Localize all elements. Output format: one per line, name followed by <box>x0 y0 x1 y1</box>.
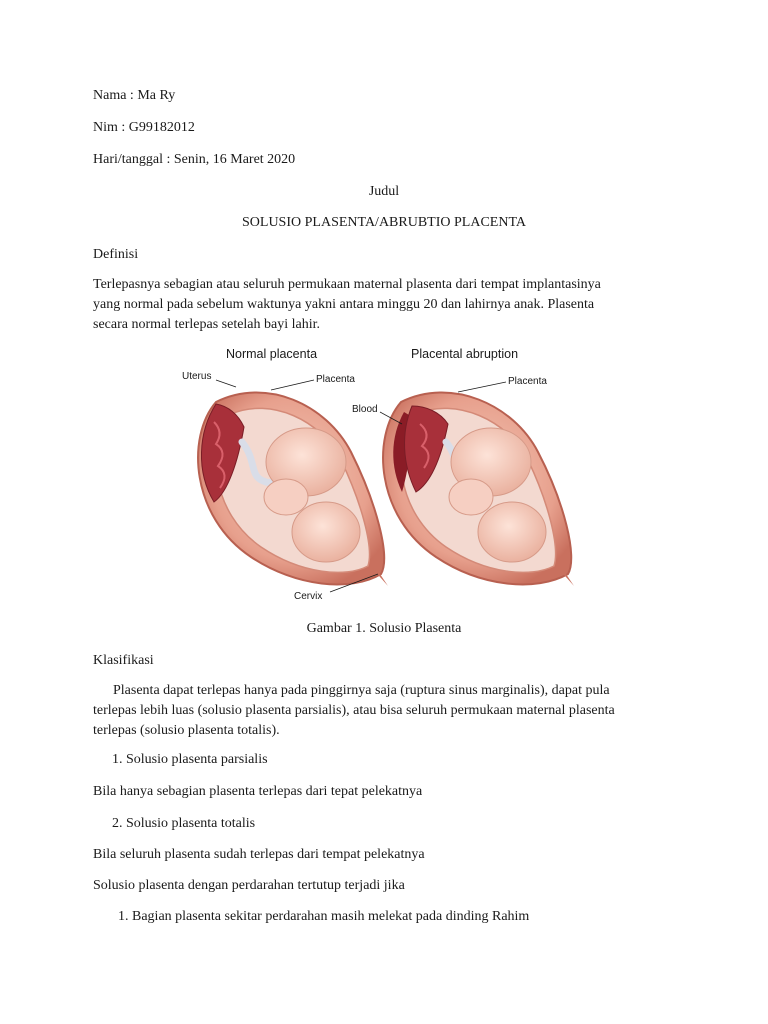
klasifikasi-line: terlepas (solusio plasenta totalis). <box>93 723 280 738</box>
list-item-total-desc: Bila seluruh plasenta sudah terlepas dari tempat pelekatnya <box>93 847 425 862</box>
list-item-total: 2. Solusio plasenta totalis <box>112 816 256 831</box>
document-title: SOLUSIO PLASENTA/ABRUBTIO PLACENTA <box>242 215 526 230</box>
definisi-line: Terlepasnya sebagian atau seluruh permukaan maternal plasenta dari tempat implantasinya <box>93 277 601 292</box>
definisi-paragraph <box>93 275 678 335</box>
klasifikasi-paragraph <box>93 681 678 741</box>
placenta-illustration <box>176 342 596 604</box>
date-line: Hari/tanggal : Senin, 16 Maret 2020 <box>93 152 296 167</box>
student-id: Nim : G99182012 <box>93 120 195 135</box>
klasifikasi-line: terlepas lebih luas (solusio plasenta parsialis), atau bisa seluruh permukaan maternal plasenta <box>93 703 615 718</box>
list-item-partial-desc: Bila hanya sebagian plasenta terlepas dari tepat pelekatnya <box>93 784 423 799</box>
klasifikasi-heading: Klasifikasi <box>93 653 154 668</box>
closed-bleeding-item: 1. Bagian plasenta sekitar perdarahan masih melekat pada dinding Rahim <box>118 909 530 924</box>
cervix-label: Cervix <box>294 591 323 602</box>
list-item-partial: 1. Solusio plasenta parsialis <box>112 752 268 767</box>
placenta-left-leader <box>271 380 314 390</box>
normal-placenta-title: Normal placenta <box>226 347 318 361</box>
placenta-right-label: Placenta <box>508 376 547 387</box>
figure-caption: Gambar 1. Solusio Plasenta <box>306 621 462 636</box>
closed-bleeding-intro: Solusio plasenta dengan perdarahan tertutup terjadi jika <box>93 878 405 893</box>
student-name: Nama : Ma Ry <box>93 88 176 103</box>
normal-uterus <box>198 393 388 586</box>
placenta-diagram <box>176 342 596 604</box>
definisi-heading: Definisi <box>93 247 139 262</box>
definisi-line: secara normal terlepas setelah bayi lahir. <box>93 317 321 332</box>
placenta-left-label: Placenta <box>316 374 355 385</box>
klasifikasi-line: Plasenta dapat terlepas hanya pada pinggirnya saja (ruptura sinus marginalis), dapat pula <box>113 683 610 698</box>
uterus-leader <box>216 380 236 387</box>
abruption-uterus <box>383 393 574 586</box>
placenta-right-leader <box>458 382 506 392</box>
uterus-label: Uterus <box>182 371 212 382</box>
definisi-line: yang normal pada sebelum waktunya yakni antara minggu 20 dan lahirnya anak. Plasenta <box>93 297 595 312</box>
blood-label: Blood <box>352 404 378 415</box>
placental-abruption-title: Placental abruption <box>411 347 519 361</box>
judul-label: Judul <box>368 184 400 199</box>
